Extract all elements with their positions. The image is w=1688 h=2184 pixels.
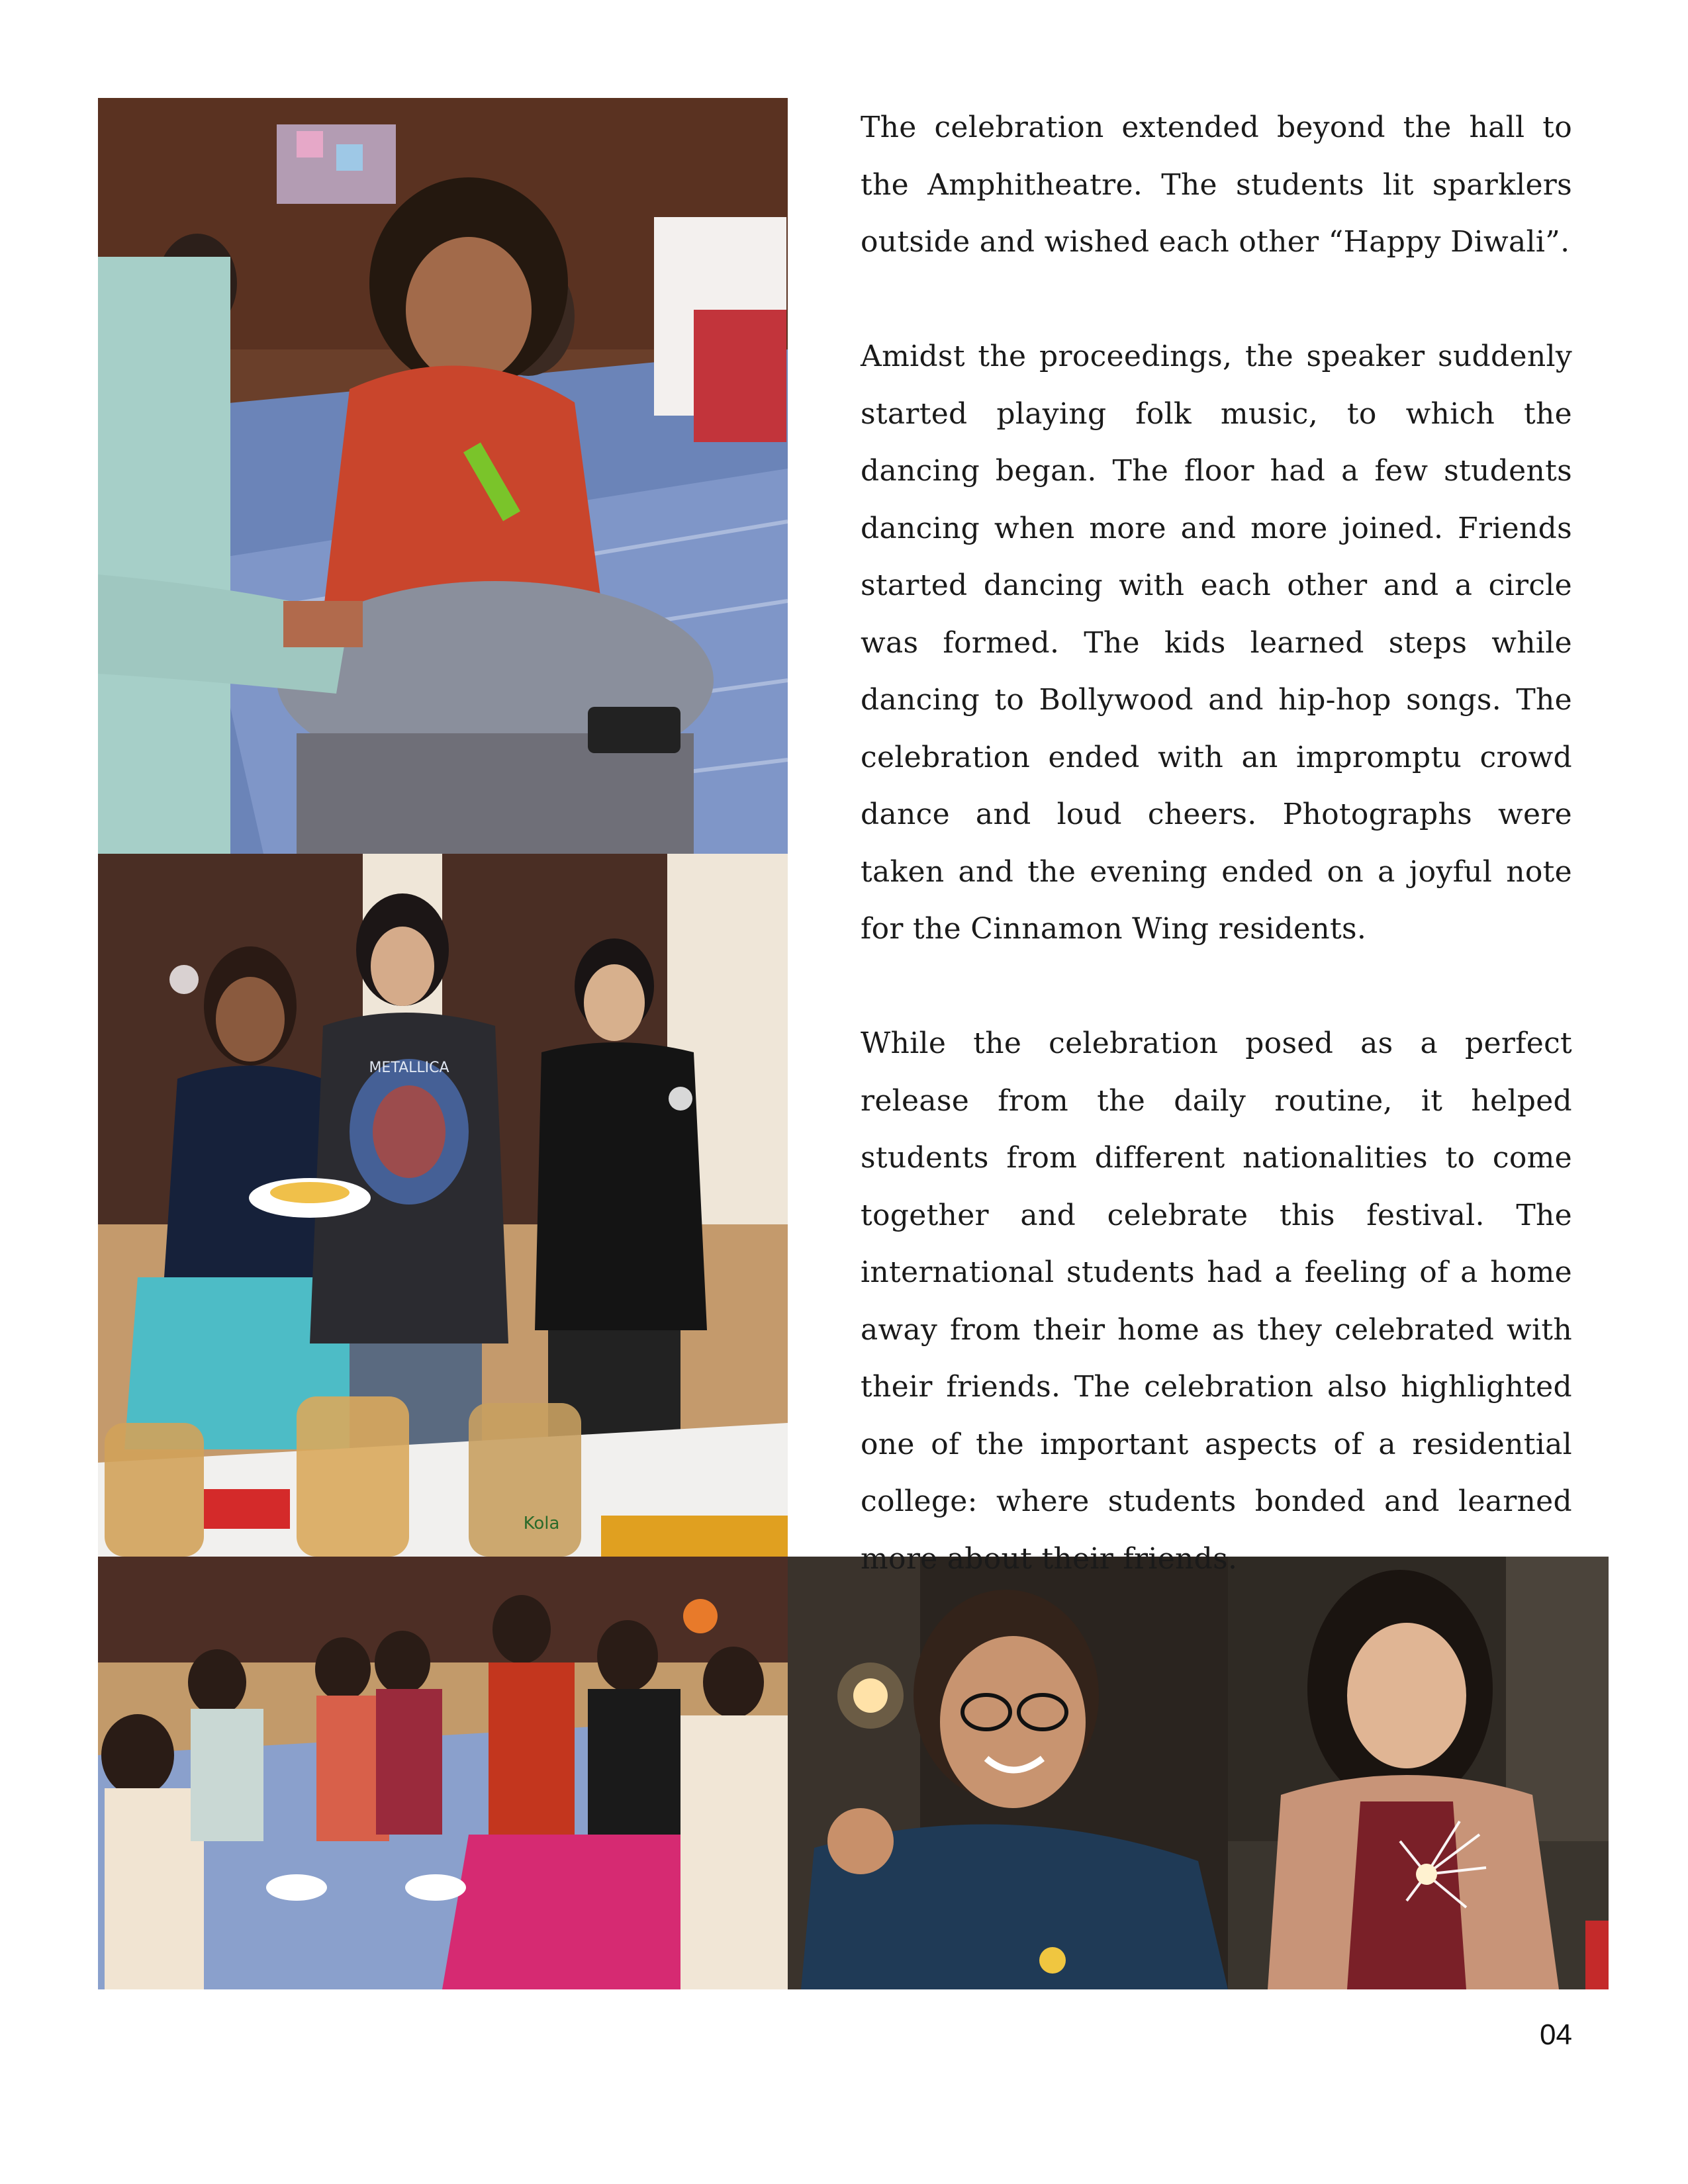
- photo-sparkler-hold: [1228, 1557, 1609, 1989]
- page-number: 04: [1540, 2019, 1572, 2051]
- jar-label-text: Kola: [523, 1514, 560, 1533]
- photo-henna-application: [98, 98, 788, 854]
- photo-sparkler-smile: [788, 1557, 1228, 1989]
- article-body: [861, 99, 1572, 1588]
- paragraph-dancing: Amidst the proceedings, the speaker suddenly started playing folk music, to which the dancing began. The floor had a few students dancing when more and more joined. Friends started dancing with each other and a circle was formed. The kids learned steps while dancing to Bollywood and hip-hop songs. The celebration ended with an impromptu crowd dance and loud cheers. Photographs were taken and the evening ended on a joyful note for the Cinnamon Wing residents.: [861, 340, 1572, 946]
- paragraph-celebration-summary: While the celebration posed as a perfect release from the daily routine, it helped students from different nationalities to come together and celebrate this festival. The international students had a feeling of a home away from their home as they celebrated with their friends. The celebration also highlighted one of the important aspects of a residential college: where students bonded and learned more about their friends.: [861, 1026, 1572, 1576]
- photo-three-students-snacks: [98, 854, 788, 1557]
- paragraph-amphitheatre: The celebration extended beyond the hall to the Amphitheatre. The students lit sparklers outside and wished each other “Happy Diwali”.: [861, 111, 1572, 259]
- tshirt-print-text: METALLICA: [369, 1060, 449, 1076]
- photo-group-seated: [98, 1557, 788, 1989]
